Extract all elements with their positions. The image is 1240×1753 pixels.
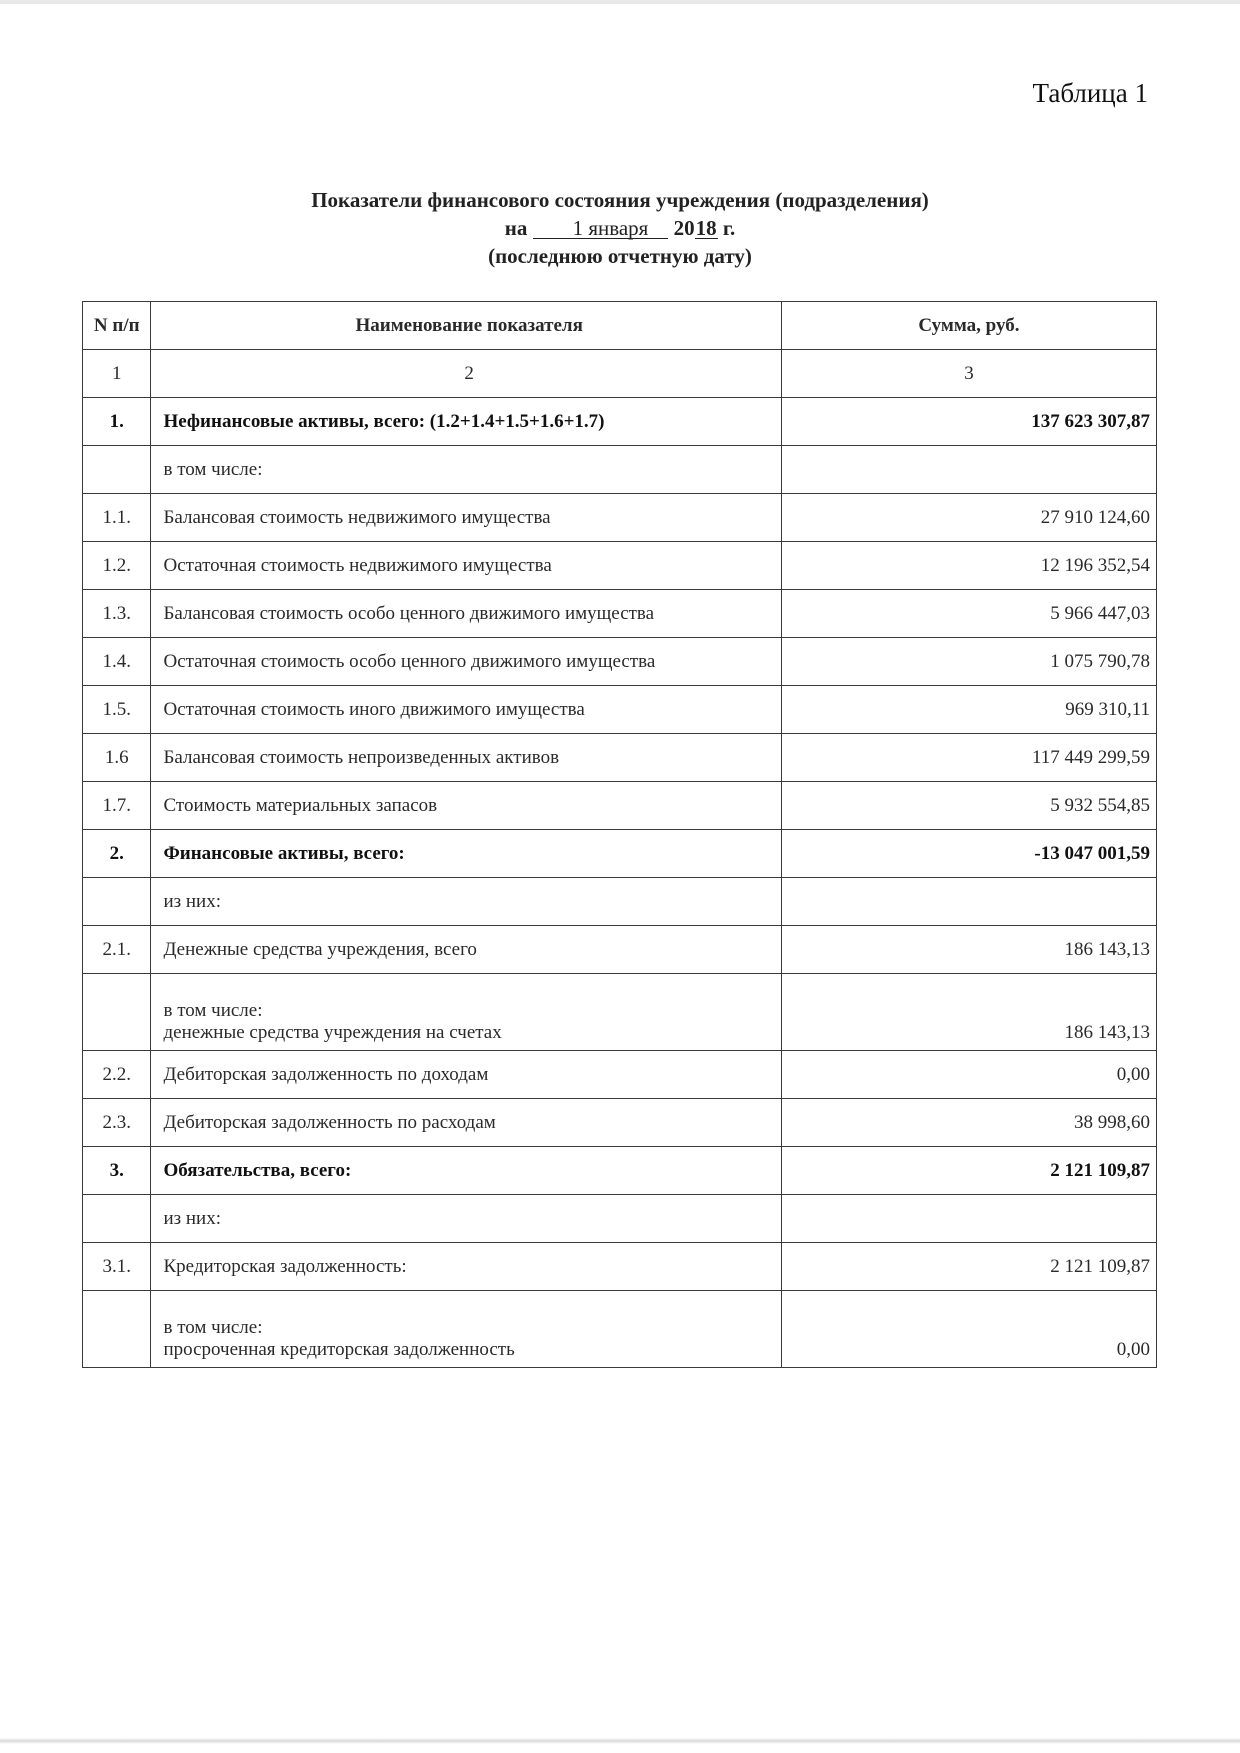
column-index-row [83,350,1157,398]
row-sum: -13 047 001,59 [781,830,1156,878]
row-name: Денежные средства учреждения, всего [151,926,781,974]
table-row [83,926,1157,974]
row-name: Обязательства, всего: [151,1147,781,1195]
row-name: Дебиторская задолженность по доходам [151,1051,781,1099]
row-num [83,1291,151,1368]
row-name: Балансовая стоимость особо ценного движимого имущества [151,590,781,638]
table-row [83,686,1157,734]
row-name-detail: просроченная кредиторская задолженность [163,1339,515,1360]
row-name: Кредиторская задолженность: [151,1243,781,1291]
row-sum: 5 932 554,85 [781,782,1156,830]
row-name-prefix: в том числе: [163,1000,263,1021]
table-row [83,494,1157,542]
row-num: 1.7. [83,782,151,830]
row-sum [781,1195,1156,1243]
title-on: на [504,216,528,240]
row-name: Финансовые активы, всего: [151,830,781,878]
row-sum: 117 449 299,59 [781,734,1156,782]
table-row [83,1195,1157,1243]
row-name: Остаточная стоимость иного движимого имущества [151,686,781,734]
row-name: Балансовая стоимость недвижимого имущества [151,494,781,542]
row-sum [781,878,1156,926]
row-sum: 186 143,13 [781,926,1156,974]
row-name: Нефинансовые активы, всего: (1.2+1.4+1.5+1.6+1.7) [151,398,781,446]
row-name: из них: [151,1195,781,1243]
table-row [83,398,1157,446]
row-sum: 186 143,13 [781,974,1156,1051]
column-index-3: 3 [781,350,1156,398]
table-row [83,542,1157,590]
row-num [83,974,151,1051]
row-num: 1.5. [83,686,151,734]
table-label: Таблица 1 [1032,78,1148,108]
table-header-row [83,302,1157,350]
row-name: Стоимость материальных запасов [151,782,781,830]
row-sum: 27 910 124,60 [781,494,1156,542]
row-num [83,1195,151,1243]
year-unit: г. [722,216,736,240]
column-index-1: 1 [83,350,151,398]
year-prefix: 20 [673,216,695,240]
table-row [83,1051,1157,1099]
page-top-edge [0,0,1240,4]
row-name: Балансовая стоимость непроизведенных активов [151,734,781,782]
table-row [83,1147,1157,1195]
row-sum: 969 310,11 [781,686,1156,734]
report-date: 1 января [533,218,669,239]
title-line-3: (последнюю отчетную дату) [488,244,752,268]
row-sum: 38 998,60 [781,1099,1156,1147]
row-name [151,974,781,1051]
row-name: Остаточная стоимость особо ценного движимого имущества [151,638,781,686]
row-sum: 1 075 790,78 [781,638,1156,686]
row-sum: 5 966 447,03 [781,590,1156,638]
row-num: 1.2. [83,542,151,590]
year-suffix: 18 [695,216,717,240]
row-name: в том числе: [151,446,781,494]
table-row [83,782,1157,830]
header-sum: Сумма, руб. [781,302,1156,350]
row-sum: 12 196 352,54 [781,542,1156,590]
table-row [83,446,1157,494]
title-line-2 [150,214,1090,242]
row-name-detail: денежные средства учреждения на счетах [163,1022,502,1043]
row-sum: 0,00 [781,1291,1156,1368]
row-sum: 2 121 109,87 [781,1147,1156,1195]
row-name-prefix: в том числе: [163,1317,263,1338]
row-num: 2.2. [83,1051,151,1099]
row-sum: 137 623 307,87 [781,398,1156,446]
row-sum: 0,00 [781,1051,1156,1099]
table-row [83,1243,1157,1291]
row-num: 2.1. [83,926,151,974]
row-name: Дебиторская задолженность по расходам [151,1099,781,1147]
table-row [83,734,1157,782]
table-row [83,1099,1157,1147]
title-line-1: Показатели финансового состояния учреждения (подразделения) [311,188,929,212]
row-num: 3. [83,1147,151,1195]
row-num: 1.4. [83,638,151,686]
table-row [83,830,1157,878]
table-row [83,974,1157,1051]
table-row [83,638,1157,686]
row-num [83,446,151,494]
row-num [83,878,151,926]
page-bottom-edge [0,1738,1240,1744]
row-sum [781,446,1156,494]
table-row [83,590,1157,638]
row-sum: 2 121 109,87 [781,1243,1156,1291]
column-index-2: 2 [151,350,781,398]
row-num: 2. [83,830,151,878]
table-row [83,1291,1157,1368]
row-num: 1.6 [83,734,151,782]
row-num: 2.3. [83,1099,151,1147]
row-name [151,1291,781,1368]
row-num: 1.3. [83,590,151,638]
row-num: 1. [83,398,151,446]
financial-indicators-table [82,301,1157,1368]
row-num: 3.1. [83,1243,151,1291]
row-name: Остаточная стоимость недвижимого имущества [151,542,781,590]
header-num: N п/п [83,302,151,350]
row-num: 1.1. [83,494,151,542]
row-name: из них: [151,878,781,926]
header-name: Наименование показателя [151,302,781,350]
table-row [83,878,1157,926]
document-title [150,186,1090,270]
